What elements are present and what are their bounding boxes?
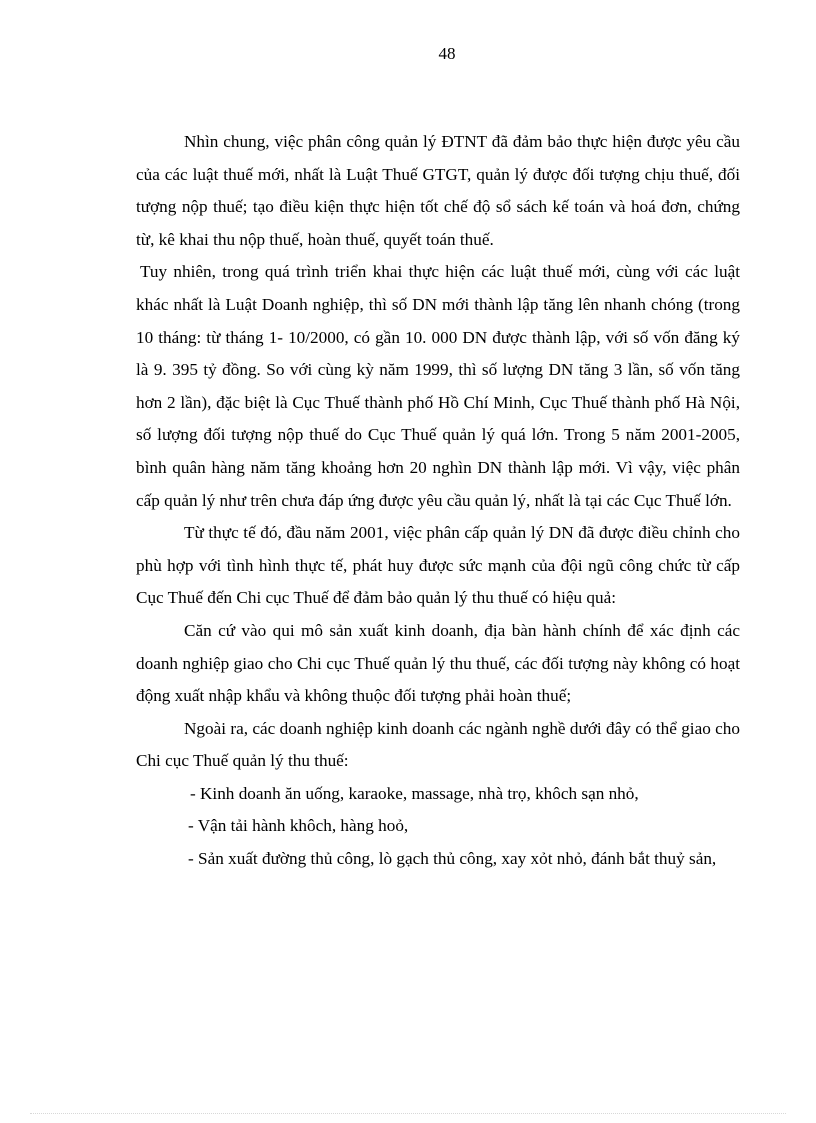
list-item: - Vận tải hành khôch, hàng hoỏ, [188, 816, 409, 836]
page-number: 48 [438, 44, 456, 63]
paragraph: Ngoài ra, các doanh nghiệp kinh doanh các ngành nghề dưới đây có thể giao cho Chi cục Thuế quản lý thu thuế: [136, 718, 740, 771]
list-item: - Kinh doanh ăn uống, karaoke, massage, nhà trọ, khôch sạn nhỏ, [190, 783, 639, 803]
paragraph: Căn cứ vào qui mô sản xuất kinh doanh, địa bàn hành chính để xác định các doanh nghiệp giao cho Chi cục Thuế quản lý thu thuế, các đối tượng này không có hoạt động xuất nhập khẩu và không thuộc đối tượng phải hoàn thuế; [136, 620, 740, 706]
paragraph: Nhìn chung, việc phân công quản lý ĐTNT đã đảm bảo thực hiện được yêu cầu của các luật thuế mới, nhất là Luật Thuế GTGT, quản lý được đối tượng chịu thuế, đối tượng nộp thuế; tạo điều kiện thực hiện tốt chế độ sổ sách kế toán và hoá đơn, chứng từ, kê khai thu nộp thuế, hoàn thuế, quyết toán thuế. [136, 132, 740, 249]
document-body [136, 126, 740, 876]
paragraph: Tuy nhiên, trong quá trình triển khai thực hiện các luật thuế mới, cùng với các luật khác nhất là Luật Doanh nghiệp, thì số DN mới thành lập tăng lên nhanh chóng (trong 10 tháng: từ tháng 1- 10/2000, có gần 10. 000 DN được thành lập, với số vốn đăng ký là 9. 395 tỷ đồng. So với cùng kỳ năm 1999, thì số lượng DN tăng 3 lần, số vốn tăng hơn 2 lần), đặc biệt là Cục Thuế thành phố Hồ Chí Minh, Cục Thuế thành phố Hà Nội, số lượng đối tượng nộp thuế do Cục Thuế quản lý quá lớn. Trong 5 năm 2001-2005, bình quân hàng năm tăng khoảng hơn 20 nghìn DN thành lập mới. Vì vậy, việc phân cấp quản lý như trên chưa đáp ứng được yêu cầu quản lý, nhất là tại các Cục Thuế lớn. [136, 262, 740, 510]
list-item: - Sản xuất đường thủ công, lò gạch thủ công, xay xỏt nhỏ, đánh bắt thuỷ sản, [188, 849, 717, 869]
page-bottom-divider [30, 1113, 786, 1114]
paragraph: Từ thực tế đó, đầu năm 2001, việc phân cấp quản lý DN đã được điều chỉnh cho phù hợp với tình hình thực tế, phát huy được sức mạnh của đội ngũ công chức từ cấp Cục Thuế đến Chi cục Thuế để đảm bảo quản lý thu thuế có hiệu quả: [136, 523, 740, 608]
